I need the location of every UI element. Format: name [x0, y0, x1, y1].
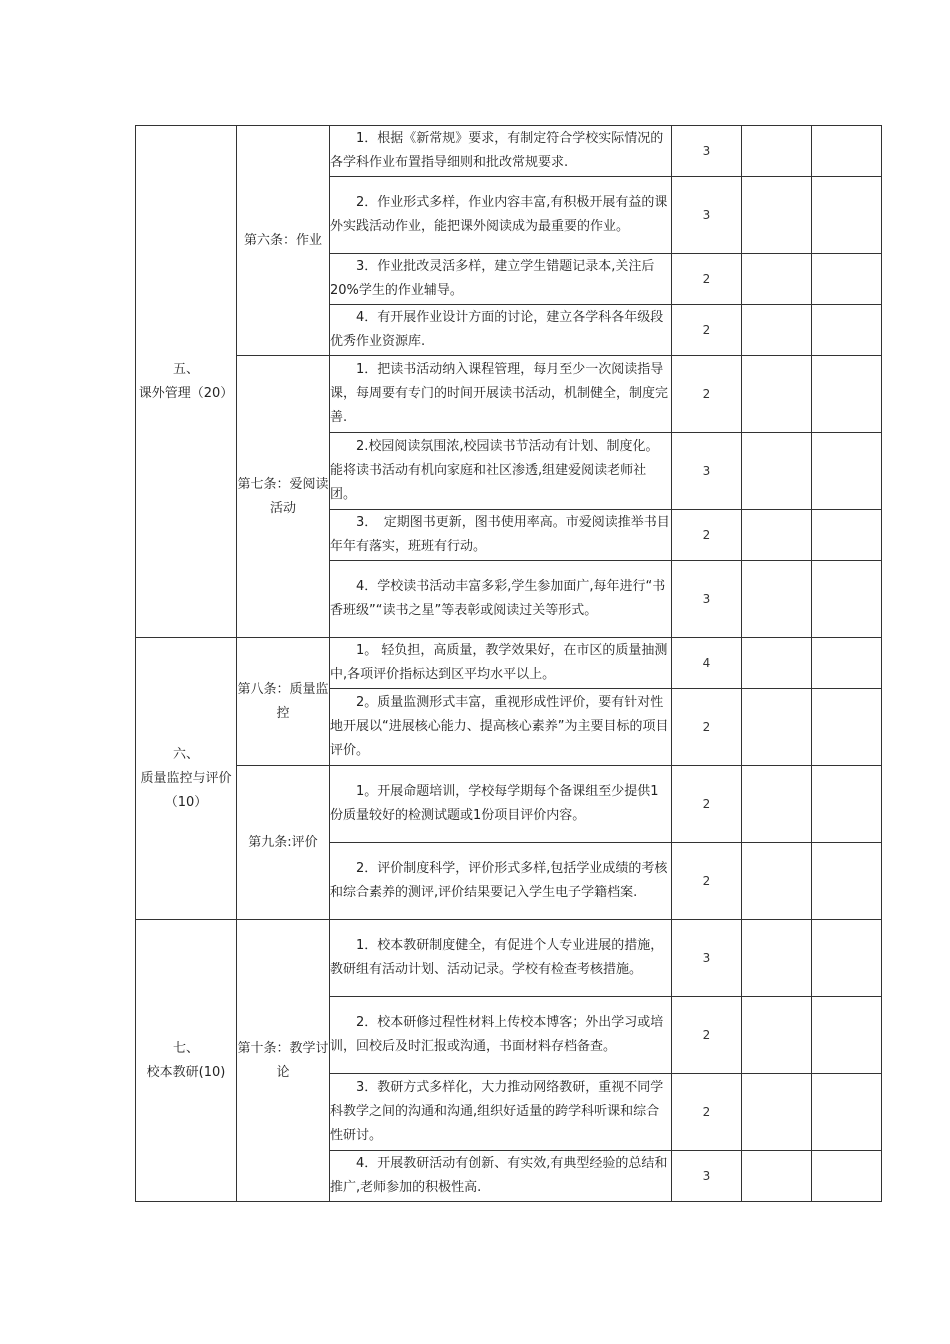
points-cell: 2 [672, 689, 742, 766]
remark-cell [812, 254, 882, 305]
score-cell [742, 305, 812, 356]
requirement-cell: 2．校本研修过程性材料上传校本博客；外出学习或培训，回校后及时汇报或沟通，书面材料存档备查。 [330, 997, 672, 1074]
points-cell: 2 [672, 305, 742, 356]
score-cell [742, 126, 812, 177]
article-cell [237, 126, 330, 356]
points-cell: 3 [672, 1151, 742, 1202]
remark-cell [812, 305, 882, 356]
score-cell [742, 177, 812, 254]
remark-cell [812, 561, 882, 638]
score-cell [742, 920, 812, 997]
article-label: 第六条：作业 [243, 232, 322, 248]
score-cell [742, 433, 812, 510]
article-cell [237, 766, 330, 920]
remark-cell [812, 689, 882, 766]
article-cell [237, 356, 330, 638]
remark-cell [812, 356, 882, 433]
remark-cell [812, 126, 882, 177]
requirement-cell: 3． 定期图书更新，图书使用率高。市爱阅读推举书目年年有落实，班班有行动。 [330, 510, 672, 561]
requirement-cell: 2.校园阅读氛围浓,校园读书节活动有计划、制度化。能将读书活动有机向家庭和社区渗透,组建爱阅读老师社团。 [330, 433, 672, 510]
requirement-cell: 1。 轻负担，高质量，教学效果好，在市区的质量抽测中,各项评价指标达到区平均水平以上。 [330, 638, 672, 689]
remark-cell [812, 843, 882, 920]
requirement-cell: 4．学校读书活动丰富多彩,学生参加面广,每年进行“书香班级”“读书之星”等表彰或阅读过关等形式。 [330, 561, 672, 638]
points-cell: 2 [672, 1074, 742, 1151]
points-cell: 3 [672, 433, 742, 510]
article-cell [237, 920, 330, 1202]
requirement-cell: 3．作业批改灵活多样，建立学生错题记录本,关注后20%学生的作业辅导。 [330, 254, 672, 305]
requirement-cell: 3．教研方式多样化，大力推动网络教研，重视不同学科教学之间的沟通和沟通,组织好适量的跨学科听课和综合性研讨。 [330, 1074, 672, 1151]
requirement-cell: 2．作业形式多样，作业内容丰富,有积极开展有益的课外实践活动作业，能把课外阅读成为最重要的作业。 [330, 177, 672, 254]
category-cell [136, 126, 237, 638]
points-cell: 3 [672, 126, 742, 177]
score-cell [742, 254, 812, 305]
points-cell: 3 [672, 177, 742, 254]
article-label: 第八条：质量监控 [237, 681, 329, 721]
requirement-cell: 1．校本教研制度健全，有促进个人专业进展的措施，教研组有活动计划、活动记录。学校有检查考核措施。 [330, 920, 672, 997]
remark-cell [812, 510, 882, 561]
remark-cell [812, 638, 882, 689]
category-label: 七、 校本教研(10) [146, 1040, 226, 1080]
requirement-cell: 4．开展教研活动有创新、有实效,有典型经验的总结和推广,老师参加的积极性高. [330, 1151, 672, 1202]
remark-cell [812, 997, 882, 1074]
remark-cell [812, 920, 882, 997]
category-label: 六、 质量监控与评价（10） [140, 746, 232, 810]
score-cell [742, 510, 812, 561]
points-cell: 3 [672, 561, 742, 638]
article-cell [237, 638, 330, 766]
category-label: 五、 课外管理（20） [138, 361, 234, 401]
article-label: 第七条：爱阅读活动 [237, 476, 329, 516]
category-cell [136, 920, 237, 1202]
category-cell [136, 638, 237, 920]
score-cell [742, 1151, 812, 1202]
points-cell: 2 [672, 510, 742, 561]
article-label: 第十条：教学讨论 [237, 1040, 329, 1080]
score-cell [742, 1074, 812, 1151]
remark-cell [812, 766, 882, 843]
points-cell: 2 [672, 997, 742, 1074]
remark-cell [812, 433, 882, 510]
points-cell: 2 [672, 254, 742, 305]
requirement-cell: 2．评价制度科学，评价形式多样,包括学业成绩的考核和综合素养的测评,评价结果要记入学生电子学籍档案. [330, 843, 672, 920]
article-label: 第九条:评价 [248, 834, 318, 850]
score-cell [742, 997, 812, 1074]
requirement-cell: 1．把读书活动纳入课程管理，每月至少一次阅读指导课，每周要有专门的时间开展读书活动，机制健全，制度完善. [330, 356, 672, 433]
remark-cell [812, 1151, 882, 1202]
score-cell [742, 766, 812, 843]
points-cell: 2 [672, 766, 742, 843]
evaluation-table [135, 125, 882, 1202]
points-cell: 2 [672, 356, 742, 433]
requirement-cell: 1。开展命题培训，学校每学期每个备课组至少提供1份质量较好的检测试题或1份项目评价内容。 [330, 766, 672, 843]
points-cell: 2 [672, 843, 742, 920]
remark-cell [812, 177, 882, 254]
score-cell [742, 843, 812, 920]
points-cell: 3 [672, 920, 742, 997]
points-cell: 4 [672, 638, 742, 689]
requirement-cell: 2。质量监测形式丰富，重视形成性评价，要有针对性地开展以“进展核心能力、提高核心素养”为主要目标的项目评价。 [330, 689, 672, 766]
remark-cell [812, 1074, 882, 1151]
score-cell [742, 638, 812, 689]
requirement-cell: 4．有开展作业设计方面的讨论，建立各学科各年级段优秀作业资源库. [330, 305, 672, 356]
score-cell [742, 689, 812, 766]
score-cell [742, 561, 812, 638]
requirement-cell: 1．根据《新常规》要求，有制定符合学校实际情况的各学科作业布置指导细则和批改常规要求. [330, 126, 672, 177]
score-cell [742, 356, 812, 433]
